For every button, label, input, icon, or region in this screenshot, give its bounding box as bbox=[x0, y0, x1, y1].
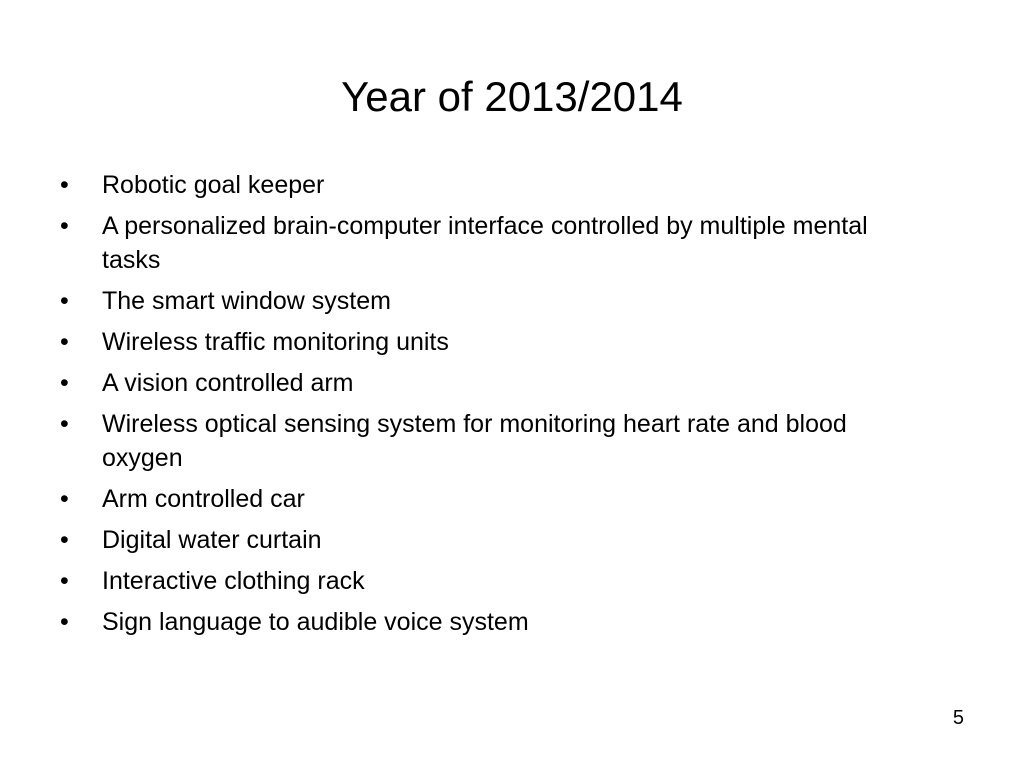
list-item-text: A personalized brain-computer interface controlled by multiple mental tasks bbox=[102, 212, 868, 274]
list-item-text: Sign language to audible voice system bbox=[102, 608, 529, 636]
list-item bbox=[60, 482, 920, 516]
bullet-icon: • bbox=[60, 328, 69, 356]
list-item bbox=[60, 523, 920, 557]
list-item bbox=[60, 284, 920, 318]
list-item-text: The smart window system bbox=[102, 287, 391, 315]
page-number: 5 bbox=[952, 707, 964, 729]
list-item-text: Robotic goal keeper bbox=[102, 171, 325, 199]
bullet-icon: • bbox=[60, 567, 69, 595]
list-item-text: Digital water curtain bbox=[102, 526, 322, 554]
list-item bbox=[60, 168, 920, 202]
bullet-icon: • bbox=[60, 410, 69, 438]
slide-title: Year of 2013/2014 bbox=[341, 73, 683, 120]
list-item bbox=[60, 407, 920, 475]
list-item bbox=[60, 366, 920, 400]
bullet-list bbox=[60, 168, 920, 646]
bullet-icon: • bbox=[60, 485, 69, 513]
list-item-text: A vision controlled arm bbox=[102, 369, 354, 397]
bullet-icon: • bbox=[60, 526, 69, 554]
list-item-text: Interactive clothing rack bbox=[102, 567, 365, 595]
list-item bbox=[60, 564, 920, 598]
bullet-icon: • bbox=[60, 171, 69, 199]
list-item-text: Wireless optical sensing system for monitoring heart rate and blood oxygen bbox=[102, 410, 847, 472]
list-item-text: Arm controlled car bbox=[102, 485, 305, 513]
bullet-icon: • bbox=[60, 212, 69, 240]
bullet-icon: • bbox=[60, 608, 69, 636]
list-item bbox=[60, 325, 920, 359]
bullet-icon: • bbox=[60, 287, 69, 315]
bullet-icon: • bbox=[60, 369, 69, 397]
list-item bbox=[60, 605, 920, 639]
list-item-text: Wireless traffic monitoring units bbox=[102, 328, 449, 356]
list-item bbox=[60, 209, 920, 277]
